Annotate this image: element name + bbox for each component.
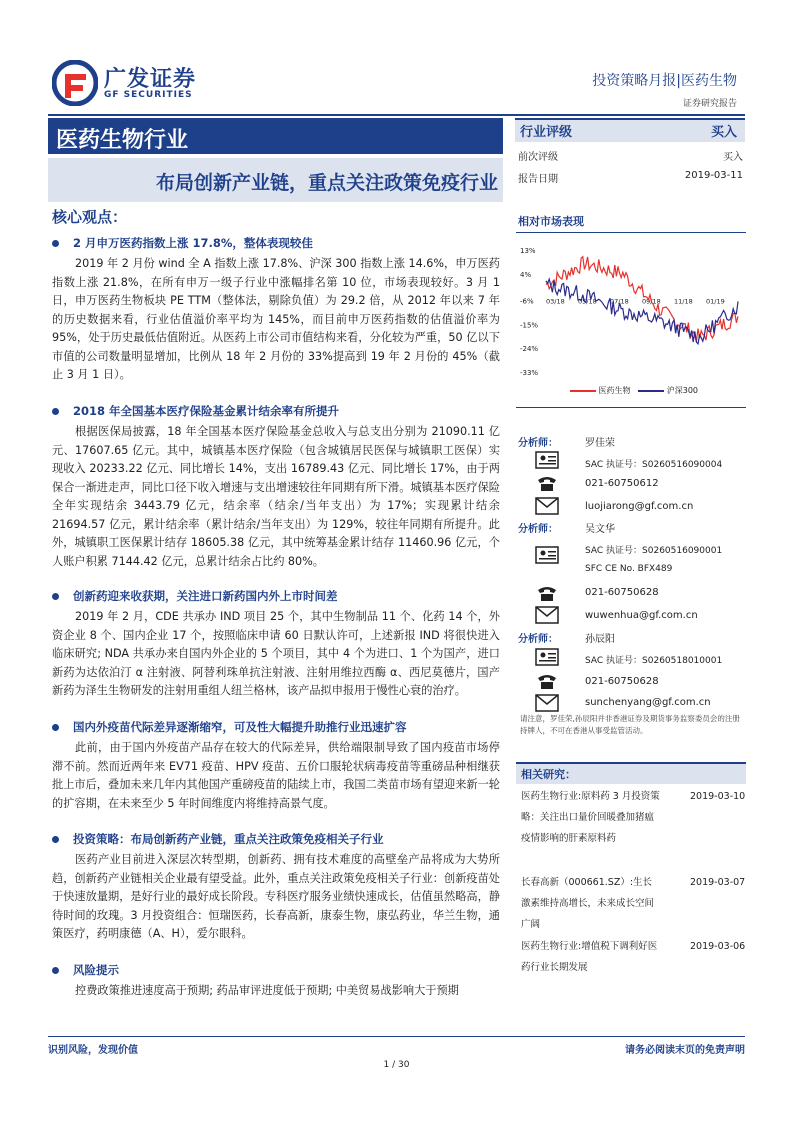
legend-label-csi300: 沪深300 [666,386,699,395]
y-tick-label: -24% [520,345,539,354]
related-title: 相关研究： [521,768,576,781]
rating-label: 行业评级 [520,125,573,140]
prev-rating-row [518,148,743,163]
id-card-icon [535,648,559,666]
section-heading: 风险提示 [52,962,119,978]
analyst-label: 分析师： [518,634,558,645]
footer-rule [48,1036,745,1037]
report-title: 布局创新产业链，重点关注政策免疫行业 [155,172,498,194]
y-tick-label: -15% [520,321,539,330]
related-date: 2019-03-07 [690,877,746,888]
section-body: 医药产业目前进入深层次转型期，创新药、拥有技术难度的高壁垒产品将成为大势所趋，创新药产业链相关企业最有望受益。此外，重点关注政策免疫相关子行业：创新疫苗处于快速放量期，是好行业的最好成长阶段。专科医疗服务业绩快速成长，估值虽然略高，静待时间的玫瑰。3 月投资组合：恒瑞医药，长春高新，康泰生物，康弘药业，华兰生物，通策医疗，药明康德（A、H），爱尔眼科。 [52,853,500,940]
analyst-name: 孙辰阳 [585,634,615,645]
x-tick-label: 01/19 [706,297,725,306]
bullet-icon [52,408,59,415]
prev-rating-value: 买入 [723,152,743,163]
analyst-email[interactable]: luojiarong@gf.com.cn [585,501,694,512]
header-rule [48,114,745,116]
related-date: 2019-03-06 [690,941,746,952]
analyst-note: 请注意，罗佳荣,孙辰阳并非香港证券及期货事务监察委员会的注册持牌人，不可在香港从事受监管活动。 [520,714,740,735]
analyst-sfc: SFC CE No. BFX489 [585,564,673,574]
bullet-icon [52,593,59,600]
legend-label-pharma: 医药生物 [598,386,631,395]
email-icon [535,497,559,515]
section-heading: 国内外疫苗代际差异逐渐缩窄，可及性大幅提升助推行业迅速扩容 [52,719,407,735]
email-icon [535,606,559,624]
section-heading: 2018 年全国基本医疗保险基金累计结余率有所提升 [52,403,339,419]
id-card-icon [535,546,559,564]
related-date: 2019-03-10 [690,791,746,802]
x-tick-label: 07/18 [610,297,629,306]
footer-disclaimer: 请务必阅读末页的免责声明 [625,1045,745,1056]
y-tick-label: -33% [520,369,539,377]
gf-logo-icon [52,60,98,106]
phone-icon [535,474,559,492]
analyst-email[interactable]: sunchenyang@gf.com.cn [585,697,711,708]
phone-icon [535,672,559,690]
section-body: 2019 年 2 月，CDE 共承办 IND 项目 25 个，其中生物制品 11 个、化药 14 个，外资企业 8 个、国内企业 17 个，按照临床申请 60 日默认许可，上述新报 IND 将很快进入临床研究; NDA 共承办来自国内外企业的 5 个项目，其中 4 个为进口、1 个为国产，进口新药为达依泊汀 α 注射液、阿替利珠单抗注射液、注射用维拉西酶 α、西尼莫德片，国产新药为泽生生物研发的注射用重组人纽兰格林，该产品拟申报用于慢性心衰的治疗。 [52,610,500,697]
bullet-icon [52,724,59,731]
x-tick-label: 03/18 [546,297,565,306]
id-card-icon [535,451,559,469]
x-tick-label: 11/18 [674,297,693,306]
report-date-label: 报告日期 [518,174,558,185]
footer-slogan: 识别风险，发现价值 [48,1045,138,1056]
bullet-icon [52,967,59,974]
report-type: 投资策略月报|医药生物 [592,73,737,89]
industry-title: 医药生物行业 [56,128,189,153]
analyst-label: 分析师： [518,524,558,535]
legend-swatch-csi300 [638,390,664,392]
y-tick-label: 4% [520,270,532,279]
section-heading: 创新药迎来收获期，关注进口新药国内外上市时间差 [52,588,338,604]
logo-text-en: GF SECURITIES [104,90,193,100]
related-item[interactable]: 医药生物行业:原料药 3 月投资策略：关注出口量价回暖叠加猪瘟疫情影响的肝素原料药 [521,791,660,844]
analyst-phone: 021-60750612 [585,478,659,489]
x-tick-label: 09/18 [642,297,661,306]
analyst-sac: SAC 执证号：S0260518010001 [585,656,723,666]
legend-swatch-pharma [570,390,596,392]
logo-text-cn: 广发证券 [104,67,197,92]
related-item[interactable]: 医药生物行业:增值税下调利好医药行业长期发展 [521,941,658,973]
report-date-row [518,170,743,185]
core-opinion-title: 核心观点： [52,208,128,226]
page-number: 1 / 30 [383,1060,410,1070]
section-body: 根据医保局披露，18 年全国基本医疗保险基金总收入与总支出分别为 21090.11 亿元、17607.65 亿元。其中，城镇基本医疗保险（包含城镇居民医保与城镇职工医保）实现收入 20233.22 亿元、同比增长 14%，支出 16789.43 亿元、同比增长 17%，由于两保合一渐进走声，同比口径下收入增速与支出增速较往年同期有所下滑。城镇基本医疗保险全年实现结余 3443.79 亿元，结余率（结余/当年支出）为 17%；实现累计结余 21694.57 亿元，累计结余率（累计结余/当年支出）为 129%，较往年同期有所提升。此外，城镇职工医保累计结存 18605.38 亿元，其中统筹基金累计结存 11460.96 亿元，个人账户积累 7144.42 亿元，总累计结余占比约 80%。 [52,425,500,568]
analyst-name: 罗佳荣 [585,438,615,449]
section-body: 控费政策推进速度高于预期; 药品审评进度低于预期; 中美贸易战影响大于预期 [75,984,459,997]
bullet-icon [52,836,59,843]
analyst-sac: SAC 执证号：S0260516090004 [585,460,723,470]
analyst-email[interactable]: wuwenhua@gf.com.cn [585,610,698,621]
chart-legend [570,385,698,396]
phone-icon [535,584,559,602]
prev-rating-label: 前次评级 [518,152,558,163]
y-tick-label: -6% [520,297,534,306]
section-body: 此前，由于国内外疫苗产品存在较大的代际差异，供给端限制导致了国内疫苗市场停滞不前。然而近两年来 EV71 疫苗、HPV 疫苗、五价口服轮状病毒疫苗等重磅品种相继获批上市后，叠加未来几年内其他国产重磅疫苗的陆续上市，我国二类苗市场有望迎来新一轮的扩容期，在未来至少 5 年时间维度内将维持高景气度。 [52,741,500,810]
report-date-value: 2019-03-11 [684,170,743,181]
email-icon [535,694,559,712]
section-body: 2019 年 2 月份 wind 全 A 指数上涨 17.8%、沪深 300 指数上涨 14.6%，申万医药指数上涨 21.8%，在所有申万一级子行业中涨幅排名第 10 位，市场表现较好。3 月 1 日，申万医药生物板块 PE TTM（整体法，剔除负值）为 29.2 倍，从 2012 年以来 7 年的历史数据来看，行业估值溢价率平均为 145%，而目前申万医药指数的估值溢价率为 95%，处于历史最低估值附近。从医药上市公司市值结构来看，分化较为严重，50 亿以下市值的公司数量明显增加，比例从 18 年 2 月份的 33%提高到 19 年 2 月份的 45%（截止 3 月 1 日）。 [52,257,500,381]
x-tick-label: 05/18 [578,297,597,306]
analyst-label: 分析师： [518,438,558,449]
report-subtype: 证券研究报告 [682,99,737,109]
section-heading: 投资策略：布局创新药产业链，重点关注政策免疫相关子行业 [52,831,384,847]
related-item[interactable]: 长春高新（000661.SZ）:生长激素维持高增长，未来成长空间广阔 [521,877,655,930]
analyst-sac: SAC 执证号：S0260516090001 [585,546,723,556]
relative-performance-chart [518,240,744,390]
analyst-name: 吴文华 [585,524,615,535]
rating-value: 买入 [710,125,737,140]
section-heading: 2 月申万医药指数上涨 17.8%，整体表现较佳 [52,235,313,251]
analyst-phone: 021-60750628 [585,676,659,687]
y-tick-label: 13% [520,247,536,255]
chart-title: 相对市场表现 [518,215,584,228]
bullet-icon [52,240,59,247]
analyst-phone: 021-60750628 [585,587,659,598]
